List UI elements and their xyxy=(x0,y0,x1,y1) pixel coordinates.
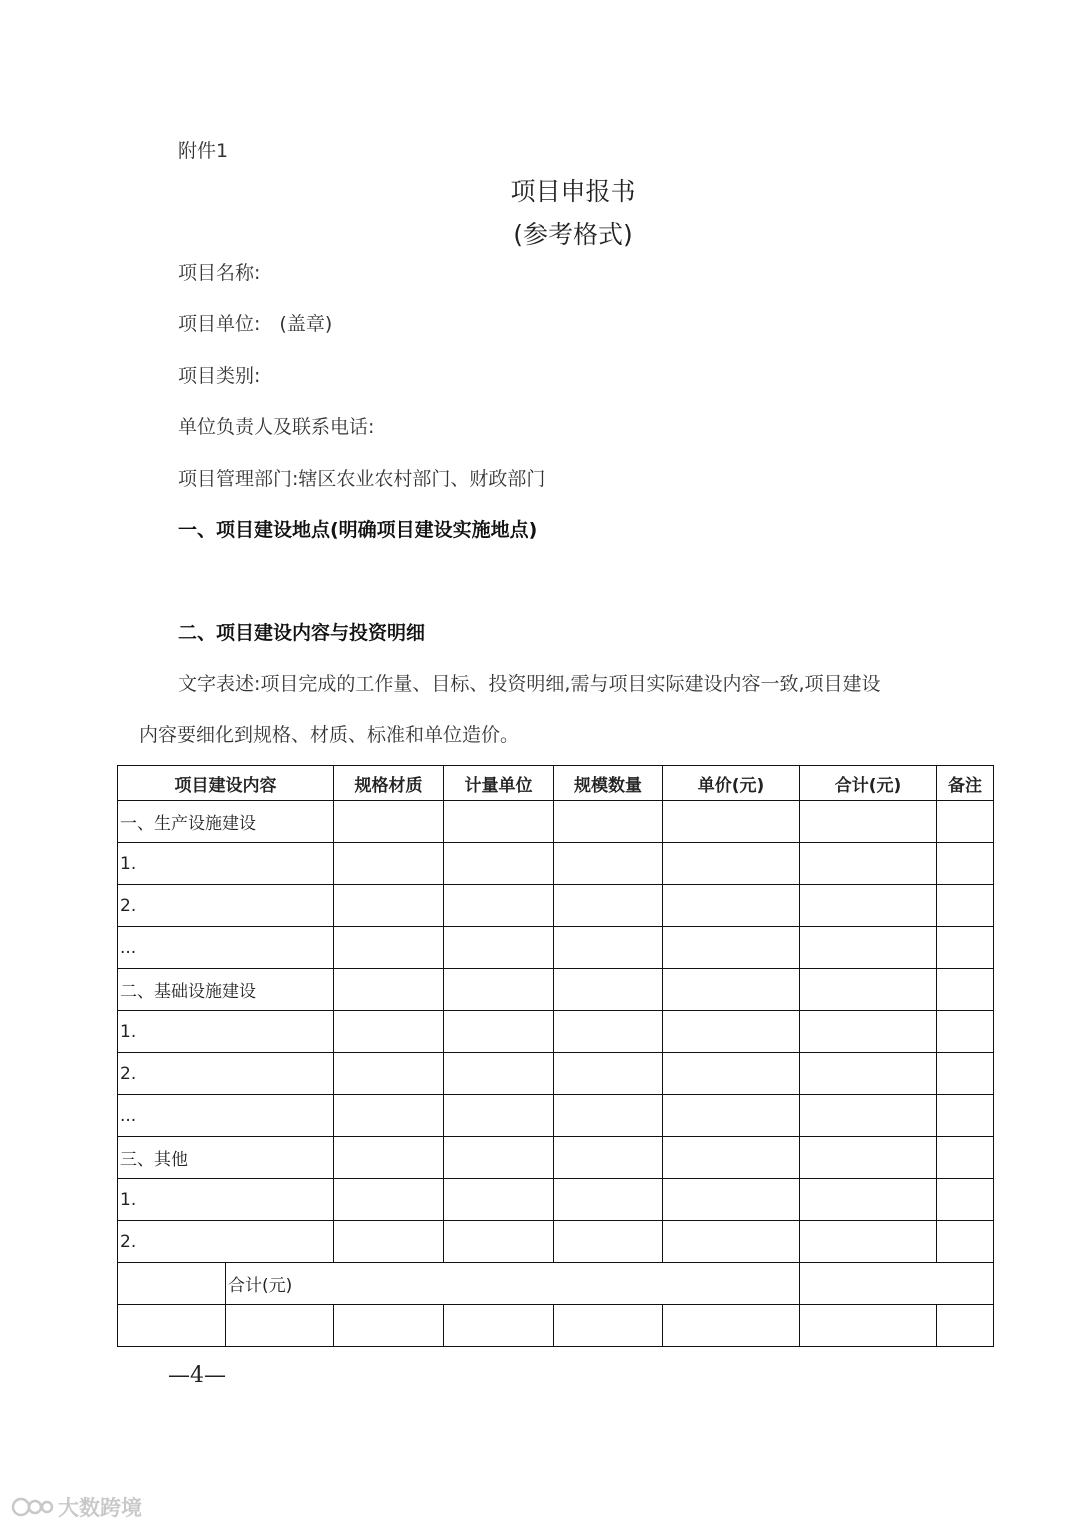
row-label: 1. xyxy=(118,1011,334,1053)
document-title: 项目申报书 xyxy=(510,177,636,206)
table-row xyxy=(118,1137,994,1179)
table-row xyxy=(118,1221,994,1263)
table-row xyxy=(118,801,994,843)
row-label: 2. xyxy=(118,1053,334,1095)
watermark xyxy=(10,1492,142,1522)
header-quantity: 规模数量 xyxy=(554,766,663,801)
section-2-heading: 二、项目建设内容与投资明细 xyxy=(178,622,426,644)
row-label: 二、基础设施建设 xyxy=(118,969,334,1011)
field-contact: 单位负责人及联系电话: xyxy=(178,416,375,438)
document-subtitle: (参考格式) xyxy=(513,220,633,249)
table-row-blank xyxy=(118,1305,994,1347)
watermark-text: 大数跨境 xyxy=(58,1496,142,1520)
row-label: 1. xyxy=(118,1179,334,1221)
field-project-name: 项目名称: xyxy=(178,262,261,284)
row-label: 1. xyxy=(118,843,334,885)
field-project-category: 项目类别: xyxy=(178,365,261,387)
field-project-unit: 项目单位: (盖章) xyxy=(178,313,333,335)
table-row xyxy=(118,885,994,927)
table-row xyxy=(118,927,994,969)
description-line-2: 内容要细化到规格、材质、标准和单位造价。 xyxy=(139,724,520,746)
table-header-row xyxy=(118,766,994,801)
header-subtotal: 合计(元) xyxy=(800,766,937,801)
row-label: ... xyxy=(118,1095,334,1137)
page-number: —4— xyxy=(168,1363,226,1388)
header-unit-price: 单价(元) xyxy=(663,766,800,801)
section-1-heading: 一、项目建设地点(明确项目建设实施地点) xyxy=(178,519,538,541)
table-row xyxy=(118,1095,994,1137)
description-line-1: 文字表述:项目完成的工作量、目标、投资明细,需与项目实际建设内容一致,项目建设 xyxy=(178,673,881,695)
table-row xyxy=(118,1011,994,1053)
field-management-dept: 项目管理部门:辖区农业农村部门、财政部门 xyxy=(178,468,546,490)
watermark-logo-icon xyxy=(10,1495,54,1519)
row-label: 三、其他 xyxy=(118,1137,334,1179)
header-content: 项目建设内容 xyxy=(118,766,334,801)
attachment-label: 附件1 xyxy=(178,140,229,162)
table-row xyxy=(118,1053,994,1095)
table-row xyxy=(118,1179,994,1221)
header-remarks: 备注 xyxy=(937,766,994,801)
row-label: 2. xyxy=(118,1221,334,1263)
investment-table xyxy=(117,765,994,1347)
header-unit: 计量单位 xyxy=(444,766,554,801)
row-label: 一、生产设施建设 xyxy=(118,801,334,843)
table-row xyxy=(118,843,994,885)
row-label: ... xyxy=(118,927,334,969)
table-row xyxy=(118,969,994,1011)
total-label: 合计(元) xyxy=(226,1263,800,1305)
total-row xyxy=(118,1263,994,1305)
row-label: 2. xyxy=(118,885,334,927)
header-spec: 规格材质 xyxy=(334,766,444,801)
